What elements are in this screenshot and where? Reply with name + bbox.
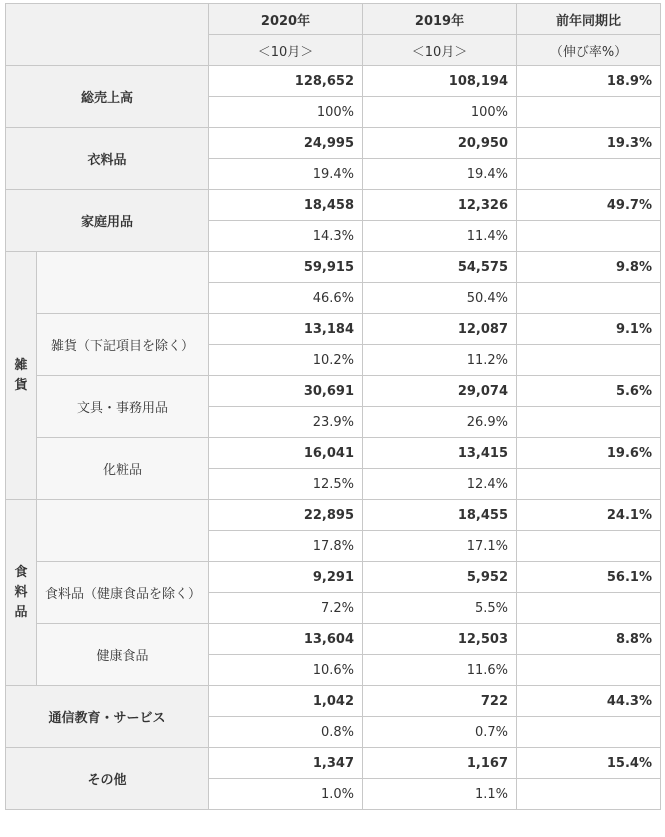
yoy-value: 18.9% [517,66,661,97]
empty-cell [517,283,661,314]
table-row [6,438,661,469]
table-row [6,190,661,221]
yoy-value: 9.1% [517,314,661,345]
subcategory-blank [37,252,209,314]
share-2020: 10.6% [209,655,363,686]
category-label-vertical [6,500,37,686]
share-2019: 100% [363,97,517,128]
table-row [6,66,661,97]
empty-cell [517,655,661,686]
value-2019: 12,503 [363,624,517,655]
food-label: 食 料 品 [14,564,28,620]
empty-cell [517,779,661,810]
table-row [6,748,661,779]
subcategory-blank [37,500,209,562]
header-2020: 2020年 [209,4,363,35]
subcategory-label: 食料品（健康食品を除く） [37,562,209,624]
yoy-value: 49.7% [517,190,661,221]
category-label: 衣料品 [6,128,209,190]
value-2019: 13,415 [363,438,517,469]
sales-table [5,3,661,810]
value-2019: 29,074 [363,376,517,407]
empty-cell [517,469,661,500]
empty-cell [517,345,661,376]
empty-cell [517,221,661,252]
header-row [6,4,661,35]
empty-cell [517,717,661,748]
yoy-value: 44.3% [517,686,661,717]
value-2020: 24,995 [209,128,363,159]
share-2020: 0.8% [209,717,363,748]
empty-cell [517,159,661,190]
share-2020: 46.6% [209,283,363,314]
table-row [6,686,661,717]
header-corner [6,4,209,66]
yoy-value: 5.6% [517,376,661,407]
value-2020: 9,291 [209,562,363,593]
subcategory-label: 健康食品 [37,624,209,686]
empty-cell [517,593,661,624]
share-2019: 12.4% [363,469,517,500]
value-2019: 5,952 [363,562,517,593]
value-2020: 30,691 [209,376,363,407]
subcategory-label: 化粧品 [37,438,209,500]
share-2020: 17.8% [209,531,363,562]
share-2019: 11.6% [363,655,517,686]
category-label: 家庭用品 [6,190,209,252]
value-2019: 722 [363,686,517,717]
value-2019: 108,194 [363,66,517,97]
value-2019: 1,167 [363,748,517,779]
table-row [6,314,661,345]
empty-cell [517,407,661,438]
share-2019: 19.4% [363,159,517,190]
subheader-2019: ＜10月＞ [363,35,517,66]
yoy-value: 24.1% [517,500,661,531]
yoy-value: 9.8% [517,252,661,283]
value-2019: 18,455 [363,500,517,531]
category-label-vertical [6,252,37,500]
yoy-value: 8.8% [517,624,661,655]
category-label: 通信教育・サービス [6,686,209,748]
subheader-yoy: （伸び率%） [517,35,661,66]
share-2019: 11.4% [363,221,517,252]
yoy-value: 19.6% [517,438,661,469]
value-2019: 20,950 [363,128,517,159]
value-2020: 128,652 [209,66,363,97]
value-2020: 16,041 [209,438,363,469]
empty-cell [517,531,661,562]
zakka-label: 雑 貨 [14,357,28,393]
yoy-value: 56.1% [517,562,661,593]
empty-cell [517,97,661,128]
table-row [6,376,661,407]
share-2020: 100% [209,97,363,128]
share-2020: 10.2% [209,345,363,376]
table-row [6,562,661,593]
value-2020: 1,347 [209,748,363,779]
subcategory-label: 雑貨（下記項目を除く） [37,314,209,376]
category-label: 総売上高 [6,66,209,128]
table-row [6,128,661,159]
header-yoy: 前年同期比 [517,4,661,35]
share-2019: 26.9% [363,407,517,438]
share-2019: 5.5% [363,593,517,624]
share-2019: 0.7% [363,717,517,748]
yoy-value: 19.3% [517,128,661,159]
share-2020: 23.9% [209,407,363,438]
value-2020: 1,042 [209,686,363,717]
value-2020: 18,458 [209,190,363,221]
share-2019: 50.4% [363,283,517,314]
share-2020: 19.4% [209,159,363,190]
value-2019: 12,326 [363,190,517,221]
value-2019: 54,575 [363,252,517,283]
subcategory-label: 文具・事務用品 [37,376,209,438]
value-2020: 22,895 [209,500,363,531]
share-2020: 14.3% [209,221,363,252]
share-2019: 17.1% [363,531,517,562]
value-2020: 59,915 [209,252,363,283]
value-2019: 12,087 [363,314,517,345]
share-2019: 1.1% [363,779,517,810]
yoy-value: 15.4% [517,748,661,779]
table-row [6,500,661,531]
share-2020: 1.0% [209,779,363,810]
share-2020: 12.5% [209,469,363,500]
header-2019: 2019年 [363,4,517,35]
value-2020: 13,184 [209,314,363,345]
subheader-2020: ＜10月＞ [209,35,363,66]
share-2020: 7.2% [209,593,363,624]
table-row [6,624,661,655]
category-label: その他 [6,748,209,810]
value-2020: 13,604 [209,624,363,655]
share-2019: 11.2% [363,345,517,376]
table-row [6,252,661,283]
